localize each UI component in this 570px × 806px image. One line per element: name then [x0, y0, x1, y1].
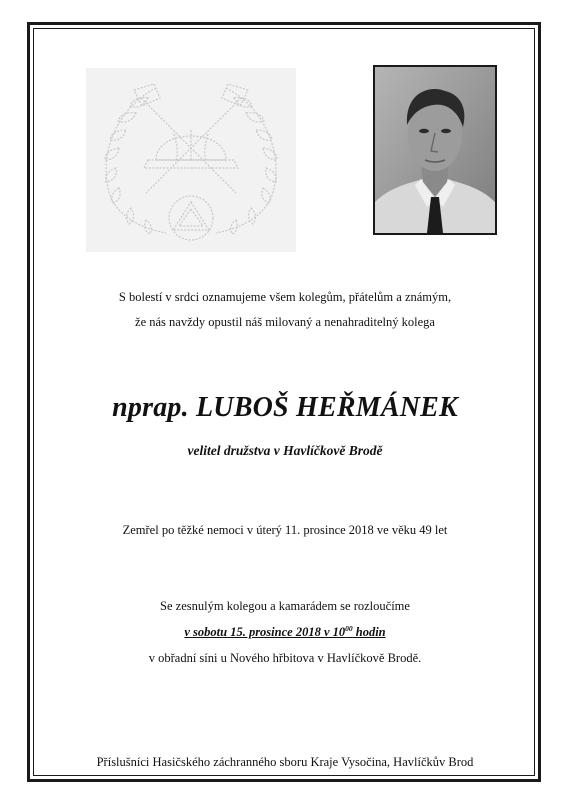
firefighter-emblem-image	[86, 68, 296, 252]
death-statement: Zemřel po těžké nemoci v úterý 11. prosince 2018 ve věku 49 let	[122, 523, 448, 537]
portrait-photo	[373, 65, 497, 235]
deceased-name: nprap. LUBOŠ HEŘMÁNEK	[112, 392, 458, 423]
intro-line-1: S bolestí v srdci oznamujeme všem kolegům, přátelům a známým,	[118, 290, 452, 304]
farewell-statement: Se zesnulým kolegou a kamarádem se rozloučíme	[160, 599, 410, 613]
deceased-role: velitel družstva v Havlíčkově Brodě	[187, 443, 383, 458]
funeral-date-suffix: hodin	[352, 625, 386, 639]
funeral-date	[0, 624, 570, 640]
funeral-place: v obřadní síni u Nového hřbitova v Havlíčkově Brodě.	[148, 651, 422, 665]
funeral-date-underlined	[184, 625, 385, 639]
funeral-date-minutes: 00	[345, 624, 353, 633]
funeral-date-main: v sobotu 15. prosince 2018 v 10	[184, 625, 346, 639]
portrait-icon	[375, 67, 495, 233]
signature-footer: Příslušníci Hasičského záchranného sboru Kraje Vysočina, Havlíčkův Brod	[96, 755, 474, 769]
intro-line-2: že nás navždy opustil náš milovaný a nenahraditelný kolega	[135, 315, 435, 329]
firefighter-emblem-icon	[86, 68, 296, 252]
